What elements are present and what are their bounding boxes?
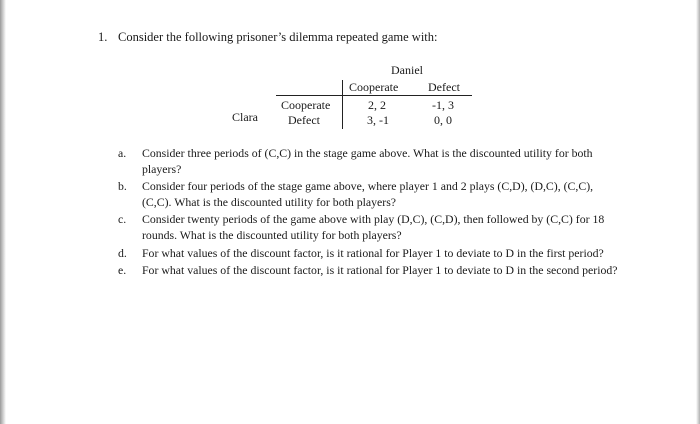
sub-question-c [118, 212, 618, 243]
sub-question-text: Consider twenty periods of the game above with play (D,C), (C,D), then followed by (C,C) for 18 rounds. What is the discounted utility for both players? [142, 212, 605, 242]
sub-question-text: For what values of the discount factor, is it rational for Player 1 to deviate to D in the second period? [142, 263, 618, 278]
sub-question-letter: c. [118, 212, 127, 227]
question-number: 1. [98, 30, 108, 44]
question-heading [98, 30, 437, 45]
sub-question-d [118, 246, 618, 262]
sub-question-text: Consider four periods of the stage game above, where player 1 and 2 plays (C,D), (D,C), (C,C), (C,C). What is the discounted utility for both players? [142, 179, 594, 209]
column-header-defect: Defect [428, 80, 460, 94]
page-left-edge [0, 0, 6, 424]
matrix-vertical-rule [342, 80, 343, 129]
payoff-cc: 2, 2 [368, 98, 386, 112]
sub-question-e [118, 263, 618, 279]
matrix-horizontal-rule [276, 95, 472, 96]
sub-question-letter: e. [118, 263, 127, 278]
row-header-cooperate: Cooperate [281, 98, 331, 112]
sub-question-letter: b. [118, 179, 127, 194]
sub-question-b [118, 179, 618, 210]
payoff-dc: 3, -1 [367, 113, 389, 127]
payoff-cd: -1, 3 [432, 98, 454, 112]
sub-question-text: For what values of the discount factor, is it rational for Player 1 to deviate to D in the first period? [142, 245, 604, 260]
row-header-defect: Defect [288, 113, 320, 127]
sub-questions [118, 146, 618, 281]
column-player-label: Daniel [391, 63, 423, 77]
sub-question-text: Consider three periods of (C,C) in the stage game above. What is the discounted utility for both players? [142, 146, 593, 176]
column-header-cooperate: Cooperate [349, 80, 399, 94]
sub-question-letter: a. [118, 146, 127, 160]
page-right-edge [696, 0, 700, 424]
sub-question-letter: d. [118, 245, 127, 260]
payoff-dd: 0, 0 [434, 113, 452, 127]
question-text: Consider the following prisoner’s dilemma repeated game with: [118, 30, 438, 44]
row-player-label: Clara [232, 110, 258, 124]
sub-question-a [118, 146, 618, 177]
